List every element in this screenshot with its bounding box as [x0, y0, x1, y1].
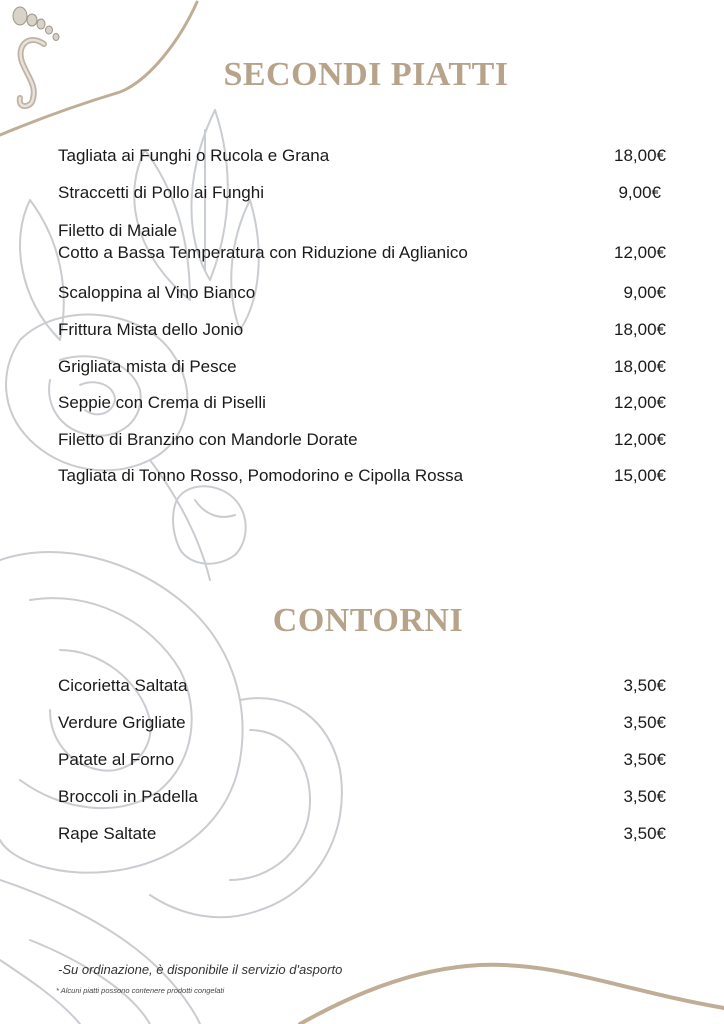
item-name: Scaloppina al Vino Bianco [58, 283, 256, 302]
menu-item [58, 749, 666, 771]
item-name: Patate al Forno [58, 750, 175, 769]
item-name: Grigliata mista di Pesce [58, 357, 237, 376]
item-name-line: Cotto a Bassa Temperatura con Riduzione di Aglianico [58, 243, 468, 262]
item-price: 3,50€ [623, 676, 666, 695]
item-name: Tagliata ai Funghi o Rucola e Grana [58, 146, 330, 165]
menu-item [58, 145, 666, 167]
item-price: 18,00€ [614, 146, 666, 165]
bottom-swoosh-decoration [300, 965, 724, 1024]
menu-item [58, 182, 666, 204]
item-price: 18,00€ [614, 320, 666, 339]
item-name: Seppie con Crema di Piselli [58, 393, 266, 412]
menu-item [58, 282, 666, 304]
item-price: 3,50€ [623, 750, 666, 769]
menu-item [58, 823, 666, 845]
menu-item [58, 220, 666, 264]
menu-item [58, 429, 666, 451]
menu-item [58, 356, 666, 378]
item-price: 12,00€ [614, 393, 666, 412]
item-price: 12,00€ [614, 243, 666, 262]
menu-item [58, 392, 666, 414]
item-name: Tagliata di Tonno Rosso, Pomodorino e Cipolla Rossa [58, 466, 464, 485]
item-name: Verdure Grigliate [58, 713, 186, 732]
item-price: 3,50€ [623, 824, 666, 843]
item-name: Filetto di Branzino con Mandorle Dorate [58, 430, 358, 449]
item-price: 3,50€ [623, 713, 666, 732]
item-name: Broccoli in Padella [58, 787, 198, 806]
item-name: Frittura Mista dello Jonio [58, 320, 244, 339]
item-price: 18,00€ [614, 357, 666, 376]
item-price: 9,00€ [618, 183, 661, 202]
menu-item [58, 465, 666, 487]
item-price: 12,00€ [614, 430, 666, 449]
menu-item [58, 712, 666, 734]
item-name-line: Filetto di Maiale [58, 221, 178, 240]
item-price: 3,50€ [623, 787, 666, 806]
item-price: 15,00€ [614, 466, 666, 485]
menu-item [58, 319, 666, 341]
menu-item [58, 786, 666, 808]
menu-item [58, 675, 666, 697]
item-name: Cicorietta Saltata [58, 676, 188, 695]
item-name: Straccetti di Pollo ai Funghi [58, 183, 264, 202]
item-price: 9,00€ [623, 283, 666, 302]
item-name: Rape Saltate [58, 824, 157, 843]
section-title-secondi-piatti: SECONDI PIATTI [223, 56, 509, 93]
section-title-contorni: CONTORNI [272, 602, 464, 639]
item-name [58, 220, 468, 264]
takeaway-note: -Su ordinazione, è disponibile il servizio d'asporto [58, 962, 343, 977]
frozen-products-disclaimer: * Alcuni piatti possono contenere prodotti congelati [56, 986, 225, 995]
